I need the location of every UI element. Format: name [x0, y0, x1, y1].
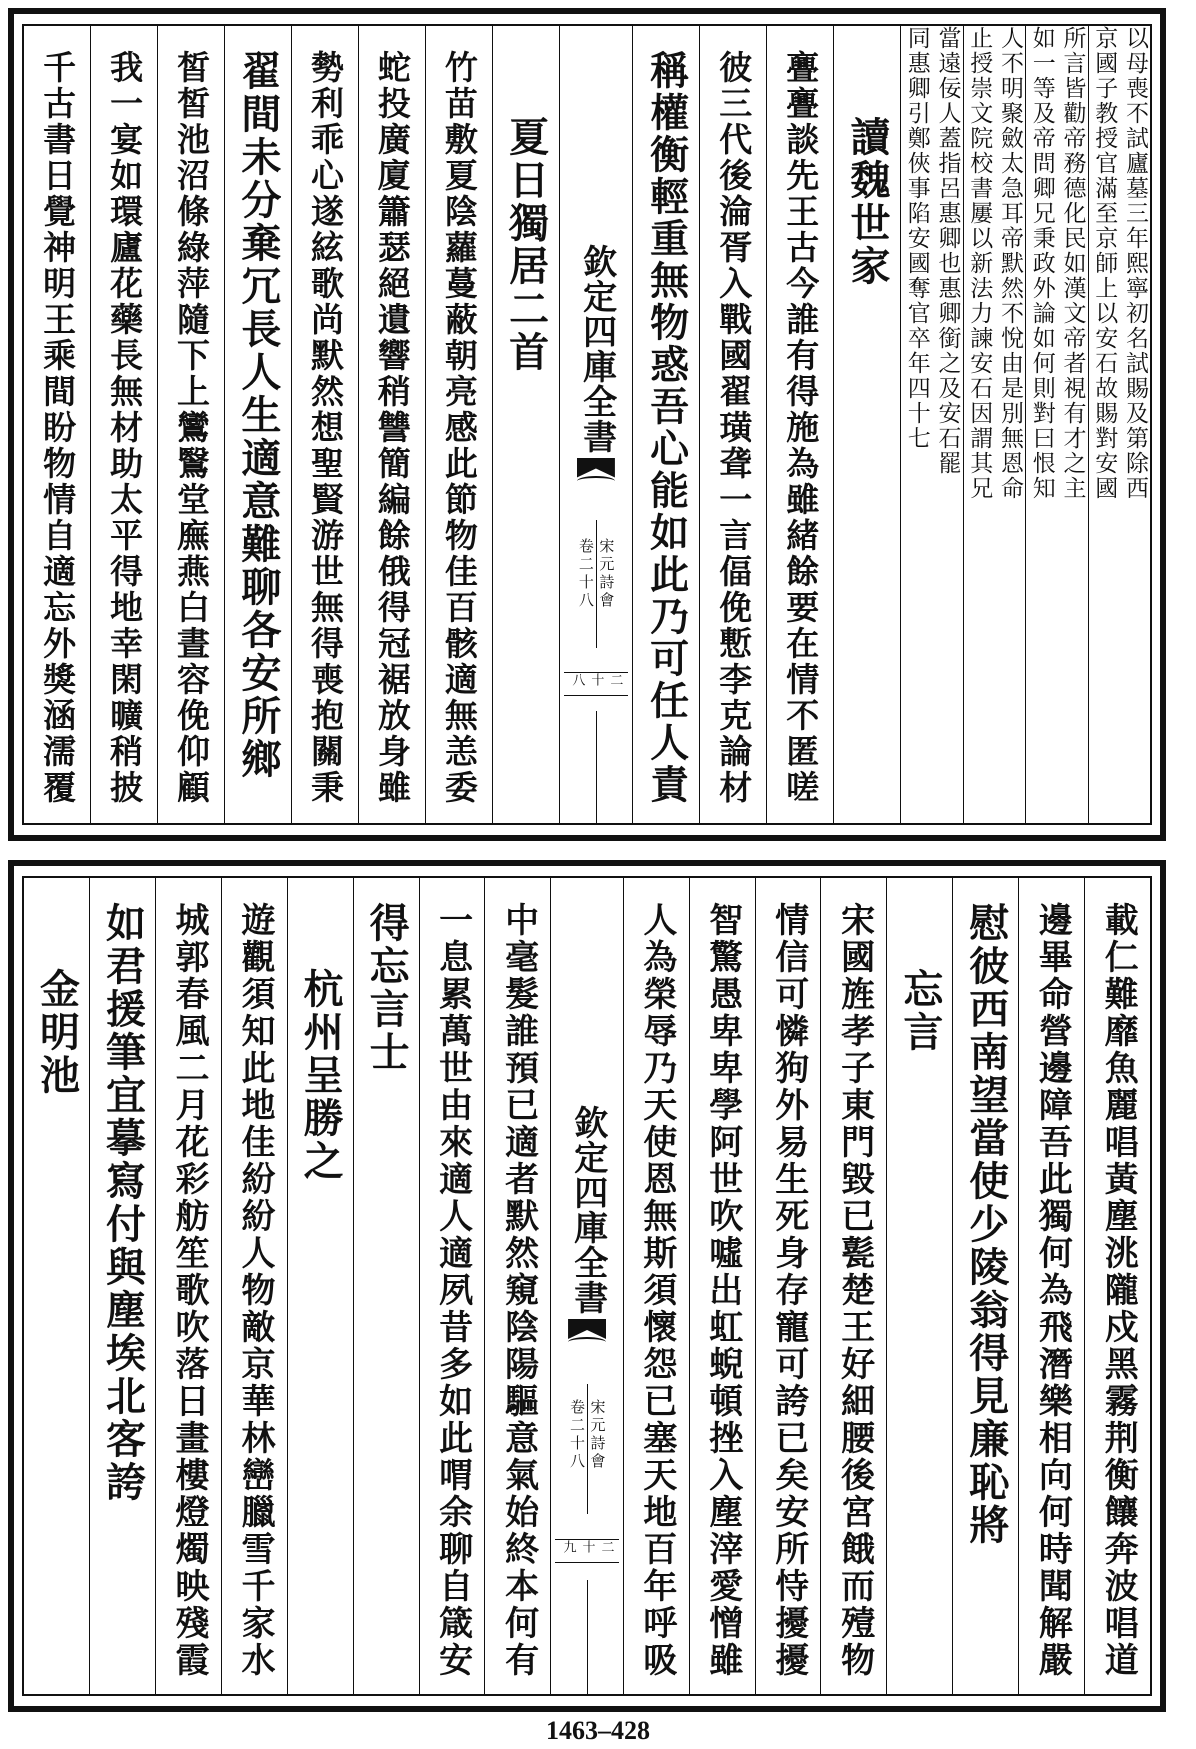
top-volume-text: 卷二十八 — [576, 537, 595, 610]
top-poem-line: 亹亹談先王古今誰有得施為雖緒餘要在情不匿嗟 — [781, 50, 821, 806]
top-page-number: 二十八 — [569, 672, 623, 686]
bottom-poem-line: 情信可憐狗外易生死身存寵可誇已矣安所恃擾擾 — [768, 902, 809, 1679]
bottom-volume-text: 卷二十八 — [568, 1399, 587, 1471]
fold-line — [587, 1384, 588, 1515]
bottom-poem-line: 慰彼西南望當使少陵翁得見廉恥將 — [962, 902, 1010, 1547]
bottom-column-text — [484, 878, 550, 1694]
top-column-text — [90, 26, 157, 823]
top-column-note — [1088, 26, 1151, 823]
bottom-page-number: 二十九 — [560, 1539, 614, 1553]
fold-line — [596, 711, 597, 823]
top-column-text — [24, 26, 90, 823]
bottom-column-text — [1018, 878, 1084, 1694]
bottom-column-center — [550, 878, 622, 1694]
top-page — [8, 8, 1166, 841]
top-column-note — [900, 26, 963, 823]
top-column-title — [492, 26, 559, 823]
bottom-poem-line: 如君援筆宜摹寫付與塵埃北客誇 — [99, 902, 147, 1504]
top-column-text — [766, 26, 833, 823]
bottom-column-text — [89, 878, 155, 1694]
bottom-column-text — [820, 878, 886, 1694]
bottom-book-title: 欽定四庫全書 — [567, 1105, 608, 1315]
top-note-line: 以母喪不試廬墓三年熙寧初名試賜及第除西 — [1122, 26, 1148, 501]
bottom-column-text — [221, 878, 287, 1694]
bottom-column-text — [623, 878, 689, 1694]
top-column-note — [1025, 26, 1088, 823]
bottom-poem-line: 人為榮辱乃天使恩無斯須懷怨已塞天地百年呼吸 — [636, 902, 677, 1679]
bottom-column-text — [353, 878, 419, 1694]
page-footer-number: 1463–428 — [546, 1716, 650, 1745]
fish-tail-mark-icon — [568, 1319, 606, 1365]
bottom-page-columns — [22, 876, 1152, 1696]
bottom-poem-line: 宋國旌孝子東門毀已甏楚王好細腰後宮餓而殪物 — [834, 902, 875, 1679]
top-poem-line: 竹苗敷夏陰蘿蔓蔽朝亮感此節物佳百骸適無恙委 — [439, 50, 479, 806]
bottom-column-text — [155, 878, 221, 1694]
top-poem-line: 稱權衡輕重無物惑吾心能如此乃可任人責 — [643, 50, 690, 806]
top-poem-line: 皙皙池沼條綠萍隨下上鸞鷖堂廡燕白晝容俛仰顧 — [172, 50, 212, 806]
top-column-text — [291, 26, 358, 823]
bottom-poem-line: 一息累萬世由來適人適夙昔多如此喟余聊自箴安 — [432, 902, 473, 1679]
top-note-line: 所言皆勸帝務德化民如漢文帝者視有才之主 — [1059, 26, 1086, 501]
top-column-text — [632, 26, 699, 823]
bottom-column-text — [419, 878, 485, 1694]
top-page-number-box — [564, 672, 629, 696]
bottom-column-text — [1084, 878, 1150, 1694]
top-poem-line: 蛇投廣廈簫瑟絕遺響稍讐簡編餘俄得冠裾放身雖 — [372, 50, 412, 806]
top-column-title — [833, 26, 900, 823]
bottom-poem-title: 杭州呈勝之 — [297, 968, 345, 1183]
top-note-line: 當遠佞人蓋指呂惠卿也惠卿銜之及安石罷 — [934, 26, 961, 476]
top-book-title: 欽定四庫全書 — [576, 243, 617, 454]
bottom-poem-line: 智驚愚卑卑學阿世吹噓出虹蜺頓挫入塵滓愛憎雖 — [702, 902, 743, 1679]
top-poem-line: 翟間未分棄冗長人生適意難聊各安所鄉 — [234, 50, 282, 781]
top-column-text — [358, 26, 425, 823]
bottom-poem-line: 城郭春風二月花彩舫笙歌吹落日畫樓燈燭映殘霞 — [169, 902, 210, 1679]
top-note-line: 京國子教授官滿至京師上以安石故賜對安國 — [1091, 26, 1118, 501]
top-column-center — [559, 26, 633, 823]
top-column-note — [963, 26, 1026, 823]
top-poem-title: 夏日獨居二首 — [502, 116, 550, 374]
top-column-text — [425, 26, 492, 823]
bottom-page-number-box — [555, 1539, 618, 1563]
bottom-column-title — [886, 878, 952, 1694]
top-poem-line: 彼三代後淪胥入戰國翟璜聋一言偪俛慙李克論材 — [714, 50, 754, 806]
bottom-poem-title: 忘言 — [896, 968, 944, 1054]
top-poem-title: 讀魏世家 — [844, 116, 892, 288]
top-note-line: 止授崇文院校書屢以新法力諫安石因謂其兄 — [966, 26, 993, 501]
top-column-text — [157, 26, 224, 823]
top-page-columns — [22, 24, 1152, 825]
bottom-column-title — [287, 878, 353, 1694]
top-volume-text: 宋元詩會 — [597, 537, 616, 610]
fish-tail-mark-icon — [577, 458, 615, 504]
bottom-column-text — [689, 878, 755, 1694]
bottom-column-text — [755, 878, 821, 1694]
top-poem-line: 千古書日覺神明王乘間盼物情自適忘外獎涵濡覆 — [38, 50, 78, 806]
bottom-poem-line: 載仁難靡魚麗唱黃塵洮隴戍黑霧荆衡饟奔波唱道 — [1098, 902, 1139, 1679]
top-column-text — [224, 26, 291, 823]
top-column-text — [699, 26, 766, 823]
bottom-volume-text: 宋元詩會 — [588, 1399, 607, 1471]
bottom-column-text — [952, 878, 1018, 1694]
fold-line — [587, 1580, 588, 1694]
top-note-line: 同惠卿引鄭俠事陷安國奪官卒年四十七 — [903, 26, 930, 451]
bottom-poem-line: 中毫髮誰預已適者默然窺陰陽驅意氣始終本何有 — [498, 902, 539, 1679]
bottom-poem-line: 遊觀須知此地佳紛紛人物敵京華林巒臘雪千家水 — [234, 902, 275, 1679]
bottom-column-title — [24, 878, 89, 1694]
fold-line — [596, 520, 597, 648]
bottom-poem-line: 邊畢命營邊障吾此獨何為飛潛樂相向何時聞解嚴 — [1032, 902, 1073, 1679]
bottom-poem-line: 得忘言士 — [363, 902, 411, 1074]
bottom-page — [8, 860, 1166, 1712]
top-note-line: 人不明聚斂太急耳帝默然不悅由是別無恩命 — [997, 26, 1023, 501]
top-poem-line: 勢利乖心遂絃歌尚默然想聖賢游世無得喪抱關秉 — [305, 50, 345, 806]
top-poem-line: 我一宴如環廬花藥長無材助太平得地幸閑曠稍披 — [105, 50, 145, 806]
bottom-poem-title: 金明池 — [33, 968, 81, 1097]
top-note-line: 如一等及帝問卿兄秉政外論如何則對曰恨知 — [1028, 26, 1055, 501]
